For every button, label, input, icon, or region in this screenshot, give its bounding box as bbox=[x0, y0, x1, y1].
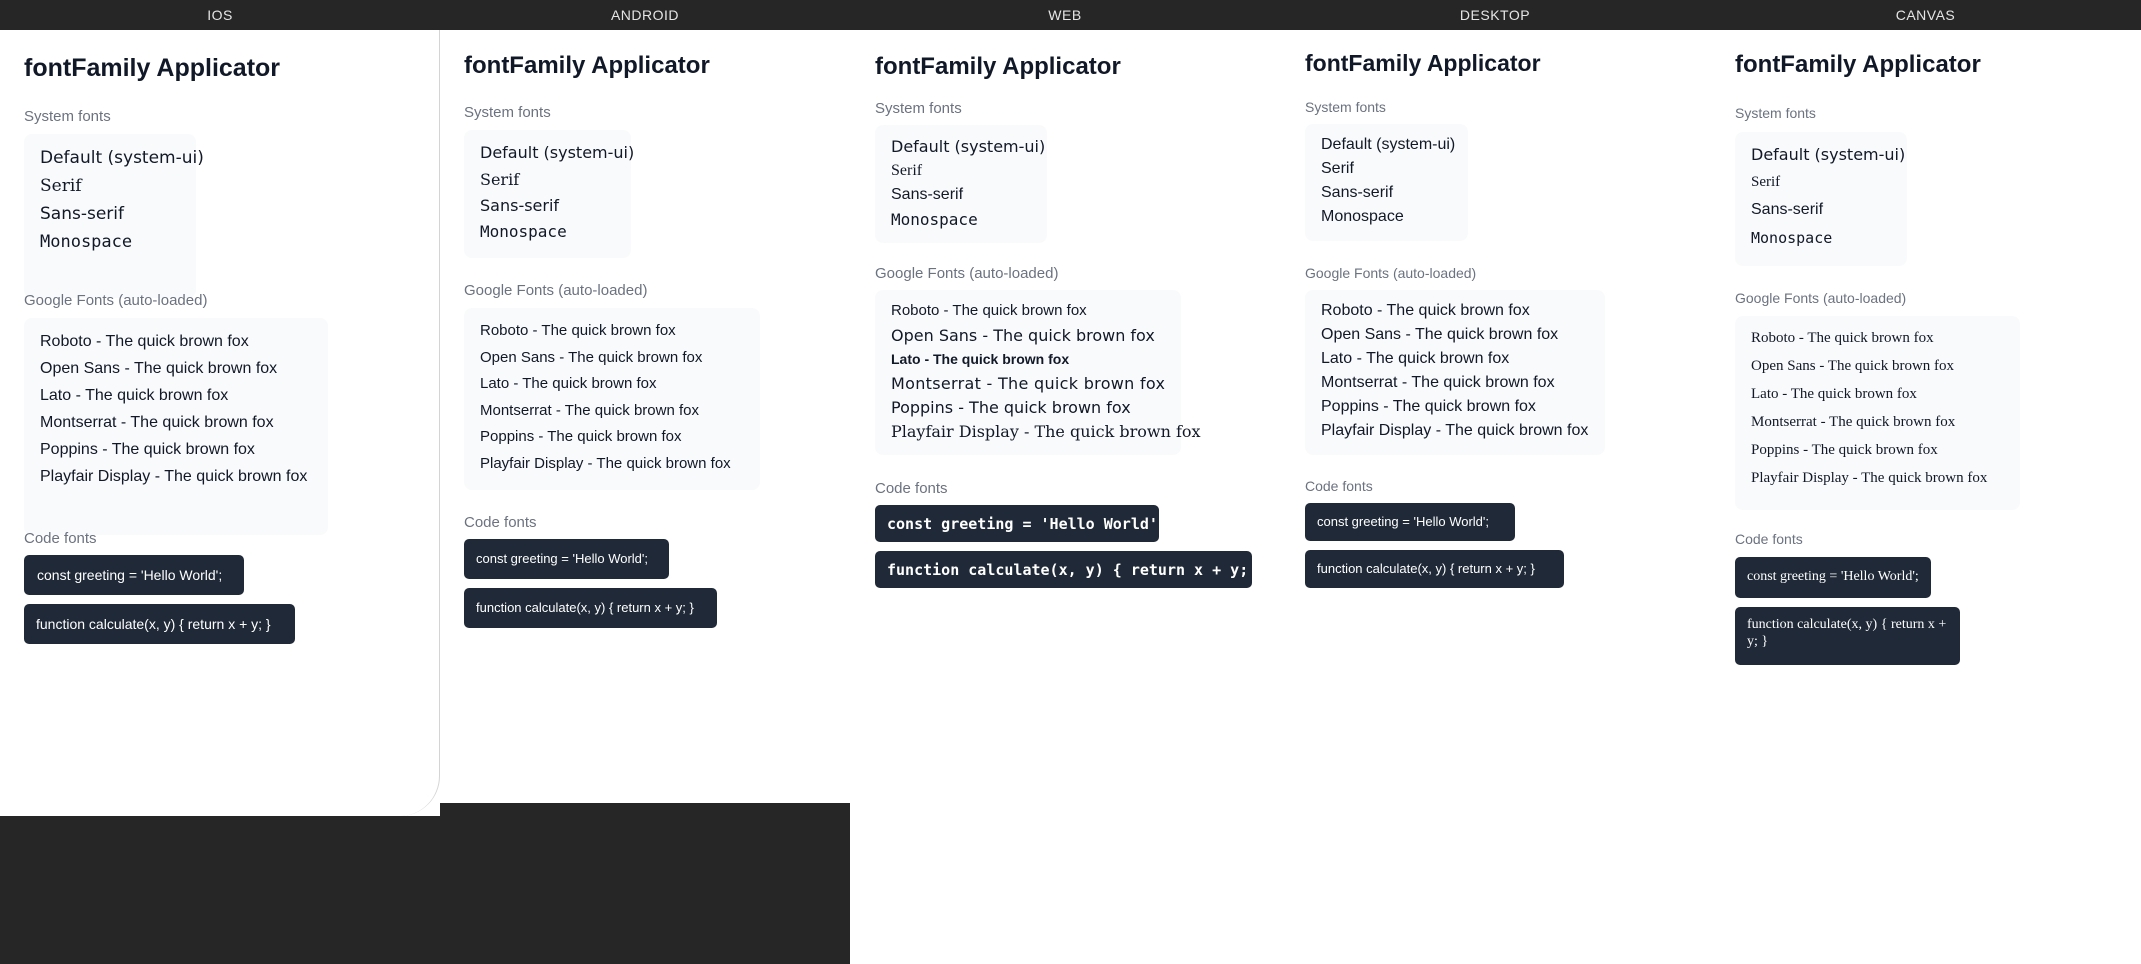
google-fonts-card bbox=[1305, 290, 1605, 455]
code-fonts-label: Code fonts bbox=[1735, 531, 1803, 547]
font-sample-default: Default (system-ui) bbox=[891, 137, 1046, 156]
google-font-open-sans: Open Sans - The quick brown fox bbox=[1321, 326, 1559, 343]
google-font-lato: Lato - The quick brown fox bbox=[40, 387, 229, 404]
font-sample-default: Default (system-ui) bbox=[40, 148, 204, 168]
canvas-panel bbox=[1710, 30, 2141, 964]
google-font-lato: Lato - The quick brown fox bbox=[1321, 350, 1510, 367]
code-text-calculate: function calculate(x, y) { return x + y; } bbox=[476, 600, 694, 615]
google-fonts-card bbox=[464, 308, 760, 490]
system-fonts-label: System fonts bbox=[1735, 105, 1816, 121]
google-font-open-sans: Open Sans - The quick brown fox bbox=[480, 349, 703, 366]
code-block-calculate bbox=[875, 551, 1267, 588]
google-font-roboto: Roboto - The quick brown fox bbox=[1751, 330, 1934, 346]
font-sample-default: Default (system-ui) bbox=[480, 143, 635, 162]
font-sample-monospace: Monospace bbox=[1751, 229, 1833, 247]
font-sample-monospace: Monospace bbox=[40, 232, 133, 252]
code-block-calculate bbox=[464, 588, 717, 628]
font-sample-default: Default (system-ui) bbox=[1321, 136, 1456, 153]
font-sample-monospace: Monospace bbox=[891, 210, 978, 229]
android-panel bbox=[440, 30, 850, 803]
google-font-poppins: Poppins - The quick brown fox bbox=[480, 428, 682, 445]
code-text-greeting: const greeting = 'Hello World'; bbox=[1747, 569, 1919, 584]
google-font-open-sans: Open Sans - The quick brown fox bbox=[40, 360, 278, 377]
system-fonts-label: System fonts bbox=[1305, 99, 1386, 115]
google-fonts-label: Google Fonts (auto-loaded) bbox=[875, 265, 1059, 282]
font-sample-serif: Serif bbox=[40, 176, 82, 196]
google-fonts-card bbox=[24, 318, 328, 535]
system-fonts-card bbox=[875, 125, 1047, 243]
google-font-playfair: Playfair Display - The quick brown fox bbox=[1321, 422, 1589, 439]
desktop-panel bbox=[1280, 30, 1710, 964]
code-block-calculate bbox=[1735, 607, 1960, 665]
ios-panel bbox=[0, 30, 440, 816]
code-text-calculate: function calculate(x, y) { return x + y; } bbox=[36, 616, 271, 632]
page-title: fontFamily Applicator bbox=[1305, 50, 1541, 76]
google-font-montserrat: Montserrat - The quick brown fox bbox=[480, 402, 699, 419]
google-font-playfair: Playfair Display - The quick brown fox bbox=[1751, 470, 1988, 486]
google-fonts-label: Google Fonts (auto-loaded) bbox=[1305, 265, 1477, 281]
font-sample-serif: Serif bbox=[891, 162, 923, 179]
google-font-roboto: Roboto - The quick brown fox bbox=[480, 322, 676, 339]
system-fonts-card bbox=[464, 130, 635, 258]
page-title: fontFamily Applicator bbox=[464, 52, 710, 79]
font-sample-sans-serif: Sans-serif bbox=[891, 186, 964, 203]
system-fonts-card bbox=[24, 134, 204, 298]
code-block-greeting bbox=[24, 555, 244, 595]
code-text-greeting: const greeting = 'Hello World'; bbox=[887, 515, 1167, 533]
code-text-calculate: function calculate(x, y) { return x + y; } bbox=[1317, 561, 1535, 576]
google-font-montserrat: Montserrat - The quick brown fox bbox=[891, 374, 1166, 393]
font-sample-default: Default (system-ui) bbox=[1751, 145, 1906, 164]
web-panel bbox=[850, 30, 1280, 964]
font-sample-monospace: Monospace bbox=[480, 222, 567, 241]
google-font-montserrat: Montserrat - The quick brown fox bbox=[1751, 414, 1956, 430]
google-fonts-card bbox=[1735, 316, 2020, 510]
page-title: fontFamily Applicator bbox=[24, 54, 281, 82]
google-fonts-label: Google Fonts (auto-loaded) bbox=[24, 292, 208, 309]
google-fonts-label: Google Fonts (auto-loaded) bbox=[464, 282, 648, 299]
system-fonts-label: System fonts bbox=[875, 100, 962, 117]
tab-desktop[interactable]: DESKTOP bbox=[1459, 7, 1531, 23]
google-font-open-sans: Open Sans - The quick brown fox bbox=[1751, 358, 1955, 374]
code-text-greeting: const greeting = 'Hello World'; bbox=[37, 567, 223, 583]
code-block-greeting bbox=[1735, 557, 1931, 598]
google-font-roboto: Roboto - The quick brown fox bbox=[40, 333, 249, 350]
tab-canvas[interactable]: CANVAS bbox=[1895, 7, 1956, 23]
code-block-calculate bbox=[1305, 550, 1564, 588]
page-title: fontFamily Applicator bbox=[875, 53, 1121, 80]
page-title: fontFamily Applicator bbox=[1735, 51, 1981, 78]
font-sample-serif: Serif bbox=[1321, 160, 1354, 177]
font-sample-sans-serif: Sans-serif bbox=[1321, 184, 1394, 201]
system-fonts-card bbox=[1305, 124, 1468, 241]
google-font-poppins: Poppins - The quick brown fox bbox=[1751, 442, 1938, 458]
code-fonts-label: Code fonts bbox=[24, 530, 97, 547]
platform-tab-bar bbox=[0, 0, 2141, 30]
code-block-greeting bbox=[1305, 503, 1515, 541]
system-fonts-label: System fonts bbox=[464, 104, 551, 121]
code-fonts-label: Code fonts bbox=[1305, 478, 1373, 494]
code-text-calculate: function calculate(x, y) { return x + y; } bbox=[887, 561, 1267, 579]
google-font-poppins: Poppins - The quick brown fox bbox=[40, 441, 255, 458]
google-font-playfair: Playfair Display - The quick brown fox bbox=[480, 455, 731, 472]
google-font-open-sans: Open Sans - The quick brown fox bbox=[891, 326, 1155, 345]
font-sample-sans-serif: Sans-serif bbox=[40, 204, 124, 224]
tab-ios[interactable]: IOS bbox=[207, 7, 233, 23]
google-font-lato: Lato - The quick brown fox bbox=[480, 375, 657, 392]
code-block-greeting bbox=[875, 505, 1167, 542]
google-fonts-card bbox=[875, 290, 1201, 455]
font-sample-monospace: Monospace bbox=[1321, 208, 1404, 225]
font-sample-sans-serif: Sans-serif bbox=[480, 196, 560, 215]
code-text-greeting: const greeting = 'Hello World'; bbox=[1317, 514, 1490, 529]
system-fonts-card bbox=[1735, 132, 1907, 266]
google-font-roboto: Roboto - The quick brown fox bbox=[891, 302, 1087, 319]
code-fonts-label: Code fonts bbox=[875, 480, 948, 497]
android-device-backdrop bbox=[440, 803, 850, 964]
code-fonts-label: Code fonts bbox=[464, 514, 537, 531]
google-font-montserrat: Montserrat - The quick brown fox bbox=[1321, 374, 1555, 391]
google-fonts-label: Google Fonts (auto-loaded) bbox=[1735, 290, 1907, 306]
system-fonts-label: System fonts bbox=[24, 108, 111, 125]
code-block-calculate bbox=[24, 604, 295, 644]
google-font-lato: Lato - The quick brown fox bbox=[891, 351, 1070, 367]
code-text-calculate: function calculate(x, y) { return x + y; } bbox=[1747, 617, 1947, 649]
google-font-roboto: Roboto - The quick brown fox bbox=[1321, 302, 1530, 319]
google-font-lato: Lato - The quick brown fox bbox=[1751, 386, 1917, 402]
code-text-greeting: const greeting = 'Hello World'; bbox=[476, 551, 649, 566]
google-font-poppins: Poppins - The quick brown fox bbox=[1321, 398, 1536, 415]
google-font-playfair: Playfair Display - The quick brown fox bbox=[891, 422, 1201, 441]
tab-web[interactable]: WEB bbox=[1048, 7, 1082, 23]
google-font-montserrat: Montserrat - The quick brown fox bbox=[40, 414, 274, 431]
google-font-poppins: Poppins - The quick brown fox bbox=[891, 398, 1131, 417]
font-sample-sans-serif: Sans-serif bbox=[1751, 201, 1824, 218]
code-block-greeting bbox=[464, 539, 669, 579]
font-sample-serif: Serif bbox=[1751, 174, 1781, 190]
font-sample-serif: Serif bbox=[480, 170, 520, 189]
tab-android[interactable]: ANDROID bbox=[610, 7, 680, 23]
google-font-playfair: Playfair Display - The quick brown fox bbox=[40, 468, 308, 485]
